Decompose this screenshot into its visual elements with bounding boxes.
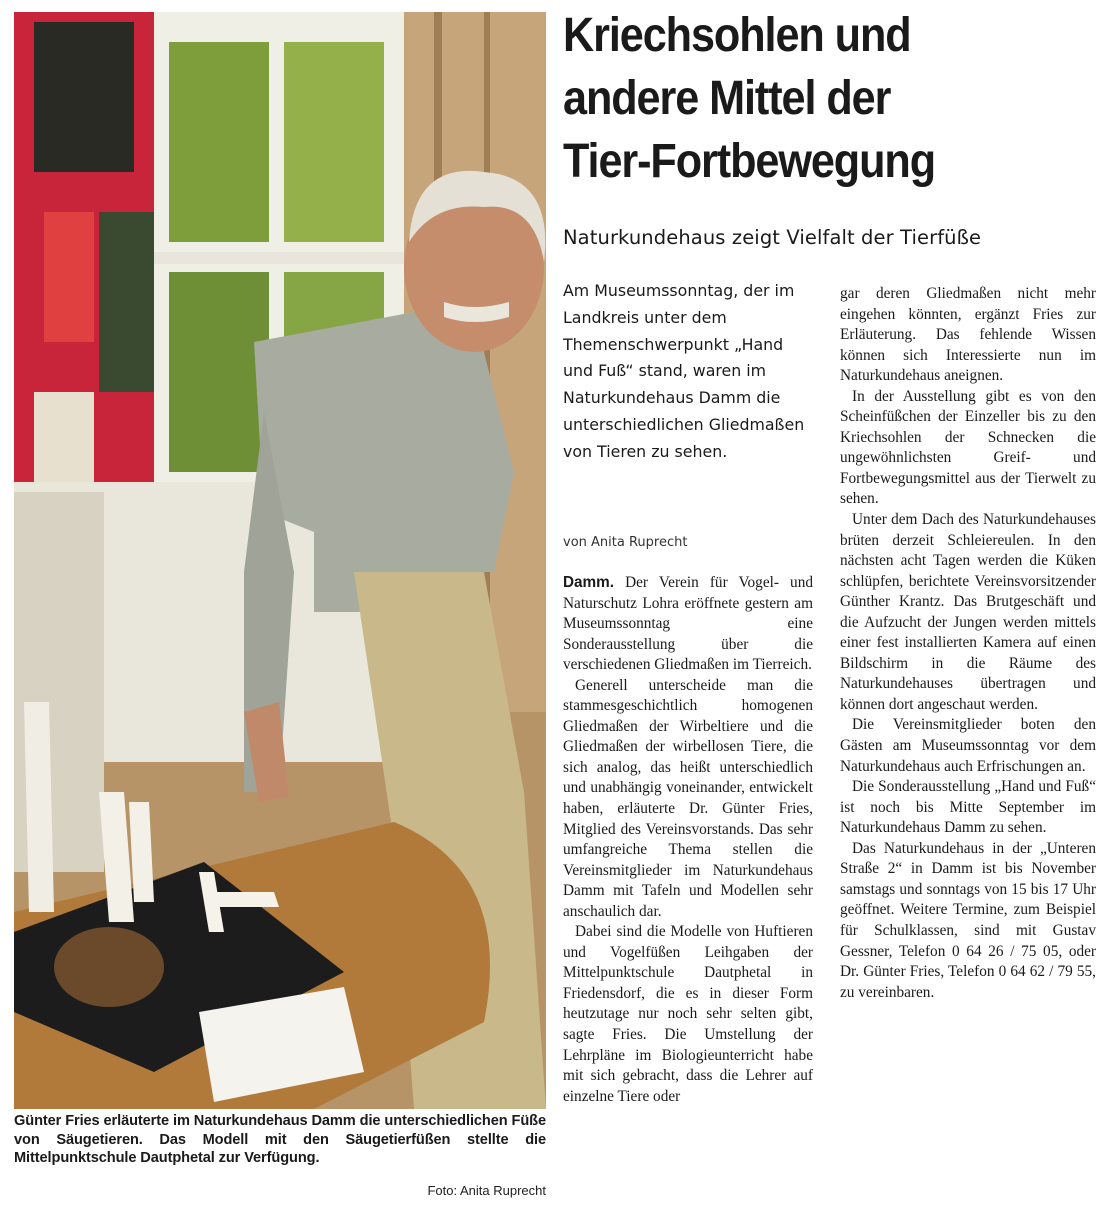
article-photo <box>14 12 546 1109</box>
headline <box>563 4 1103 193</box>
photo-caption: Günter Fries erläuterte im Naturkundehaus Damm die unterschiedlichen Füße von Säugetieren. Das Modell mit den Säugetierfüßen stellte die Mittelpunktschule Dautphetal zur Verfügung. <box>14 1113 546 1166</box>
paragraph: Unter dem Dach des Naturkundehauses brüten derzeit Schleiereulen. In den nächsten acht Tagen werden die Küken schlüpfen, berichtete Vereinsvorsitzender Günther Krantz. Das Brutgeschäft und die Aufzucht der Jungen werden mittels einer fest installierten Kamera auf einen Bildschirm in die Räume des Naturkundehauses übertragen und können dort angeschaut werden. <box>840 511 1096 713</box>
byline: von Anita Ruprecht <box>563 535 688 550</box>
paragraph: Generell unterscheide man die stammesgeschichtlich homogenen Gliedmaßen der Wirbeltiere und die Gliedmaßen der wirbellosen Tiere, die sich analog, das heißt unterschiedlich und unabhängig voneinander, entwickelt haben, erläuterte Dr. Günter Fries, Mitglied des Vereinsvorstands. Das sehr umfangreiche Thema stellen die Vereinsmitglieder im Naturkundehaus Damm mit Tafeln und Modellen sehr anschaulich dar. <box>563 676 813 920</box>
paragraph: gar deren Gliedmaßen nicht mehr eingehen könnten, ergänzt Fries zur Erläuterung. Das fehlende Wissen können sich Interessierte nun im Naturkundehaus aneignen. <box>840 285 1096 385</box>
headline-line-3: Tier-Fortbewegung <box>563 135 936 188</box>
paragraph: Die Vereinsmitglieder boten den Gästen am Museumssonntag vor dem Naturkundehaus auch Erfrischungen an. <box>840 716 1096 775</box>
dateline: Damm. <box>563 574 615 591</box>
lead-paragraph: Am Museumssonntag, der im Landkreis unter dem Themenschwerpunkt „Hand und Fuß“ stand, waren im Naturkundehaus Damm die unterschiedlichen Gliedmaßen von Tieren zu sehen. <box>563 281 805 461</box>
subheadline: Naturkundehaus zeigt Vielfalt der Tierfüße <box>563 226 982 249</box>
photo-credit: Foto: Anita Ruprecht <box>427 1183 546 1198</box>
paragraph: Die Sonderausstellung „Hand und Fuß“ ist noch bis Mitte September im Naturkundehaus Damm zu sehen. <box>840 778 1096 837</box>
headline-line-2: andere Mittel der <box>563 72 891 125</box>
headline-line-1: Kriechsohlen und <box>563 9 911 62</box>
paragraph: In der Ausstellung gibt es von den Scheinfüßchen der Einzeller bis zu den Kriechsohlen der Schnecken die ungewöhnlichsten Greif- und Fortbewegungsmittel aus der Tierwelt zu sehen. <box>840 387 1096 508</box>
paragraph-text: Der Verein für Vogel- und Naturschutz Lohra eröffnete gestern am Museumssonntag eine Sonderausstellung über die verschiedenen Gliedmaßen im Tierreich. <box>563 574 813 674</box>
paragraph: Das Naturkundehaus in der „Unteren Straße 2“ in Damm ist bis November samstags und sonntags von 15 bis 17 Uhr geöffnet. Weitere Termine, zum Beispiel für Schulklassen, sind mit Gustav Gessner, Telefon 0 64 26 / 75 05, oder Dr. Günter Fries, Telefon 0 64 62 / 79 55, zu vereinbaren. <box>840 839 1096 1001</box>
paragraph: Dabei sind die Modelle von Huftieren und Vogelfüßen Leihgaben der Mittelpunktschule Dautphetal in Friedensdorf, die es in dieser Form heutzutage nur noch sehr selten gibt, sagte Fries. Die Umstellung der Lehrpläne im Biologieunterricht habe mit sich gebracht, dass die Lehrer auf einzelne Tiere oder <box>563 923 813 1105</box>
article-column-2 <box>840 284 1096 1003</box>
paragraph <box>563 573 813 676</box>
photo-illustration <box>14 12 546 1109</box>
article-column-1 <box>563 573 813 1107</box>
